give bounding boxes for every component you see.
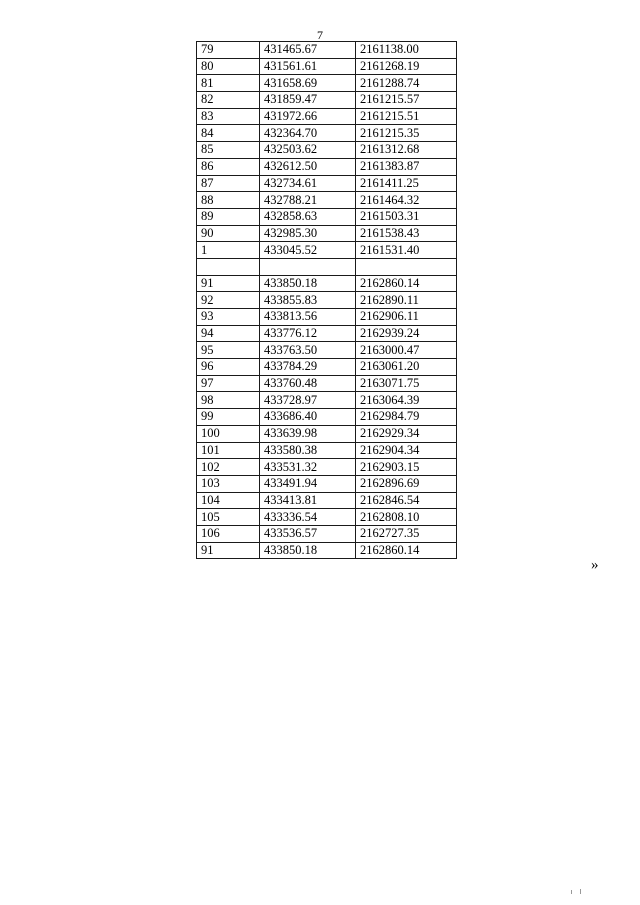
y-coordinate-cell: 2162860.14 xyxy=(356,275,457,292)
table-row xyxy=(197,342,457,359)
x-coordinate-cell: 432858.63 xyxy=(260,208,356,225)
table-row xyxy=(197,325,457,342)
table-row xyxy=(197,258,457,275)
y-coordinate-cell: 2161383.87 xyxy=(356,158,457,175)
x-coordinate-cell: 432612.50 xyxy=(260,158,356,175)
y-coordinate-cell: 2161215.35 xyxy=(356,125,457,142)
x-coordinate-cell: 433855.83 xyxy=(260,292,356,309)
point-number-cell: 91 xyxy=(197,275,260,292)
table-row xyxy=(197,175,457,192)
point-number-cell: 84 xyxy=(197,125,260,142)
y-coordinate-cell: 2161312.68 xyxy=(356,142,457,159)
point-number-cell: 90 xyxy=(197,225,260,242)
y-coordinate-cell: 2161138.00 xyxy=(356,42,457,59)
x-coordinate-cell: 432985.30 xyxy=(260,225,356,242)
table-row xyxy=(197,525,457,542)
y-coordinate-cell: 2163061.20 xyxy=(356,359,457,376)
x-coordinate-cell: 431658.69 xyxy=(260,75,356,92)
x-coordinate-cell: 433813.56 xyxy=(260,309,356,326)
y-coordinate-cell: 2161288.74 xyxy=(356,75,457,92)
y-coordinate-cell: 2162903.15 xyxy=(356,459,457,476)
table-row xyxy=(197,108,457,125)
x-coordinate-cell xyxy=(260,258,356,275)
table-row xyxy=(197,42,457,59)
point-number-cell: 81 xyxy=(197,75,260,92)
point-number-cell: 91 xyxy=(197,542,260,559)
point-number-cell: 88 xyxy=(197,192,260,209)
x-coordinate-cell: 433760.48 xyxy=(260,375,356,392)
table-row xyxy=(197,158,457,175)
y-coordinate-cell: 2162906.11 xyxy=(356,309,457,326)
y-coordinate-cell: 2161464.32 xyxy=(356,192,457,209)
table-row xyxy=(197,442,457,459)
x-coordinate-cell: 433413.81 xyxy=(260,492,356,509)
x-coordinate-cell: 433531.32 xyxy=(260,459,356,476)
point-number-cell: 85 xyxy=(197,142,260,159)
point-number-cell: 101 xyxy=(197,442,260,459)
coordinates-table xyxy=(196,41,457,559)
point-number-cell: 97 xyxy=(197,375,260,392)
x-coordinate-cell: 432734.61 xyxy=(260,175,356,192)
table-row xyxy=(197,459,457,476)
scan-speck xyxy=(580,889,581,894)
table-row xyxy=(197,475,457,492)
point-number-cell: 106 xyxy=(197,525,260,542)
x-coordinate-cell: 433763.50 xyxy=(260,342,356,359)
y-coordinate-cell: 2163064.39 xyxy=(356,392,457,409)
point-number-cell: 87 xyxy=(197,175,260,192)
table-row xyxy=(197,509,457,526)
x-coordinate-cell: 432364.70 xyxy=(260,125,356,142)
table-row xyxy=(197,75,457,92)
table-row xyxy=(197,409,457,426)
y-coordinate-cell: 2162808.10 xyxy=(356,509,457,526)
point-number-cell: 82 xyxy=(197,92,260,109)
y-coordinate-cell: 2161215.51 xyxy=(356,108,457,125)
table-row xyxy=(197,125,457,142)
x-coordinate-cell: 432503.62 xyxy=(260,142,356,159)
x-coordinate-cell: 433784.29 xyxy=(260,359,356,376)
point-number-cell: 1 xyxy=(197,242,260,259)
x-coordinate-cell: 433850.18 xyxy=(260,275,356,292)
y-coordinate-cell: 2162896.69 xyxy=(356,475,457,492)
table-row xyxy=(197,425,457,442)
point-number-cell: 104 xyxy=(197,492,260,509)
x-coordinate-cell: 433536.57 xyxy=(260,525,356,542)
x-coordinate-cell: 433639.98 xyxy=(260,425,356,442)
table-row xyxy=(197,359,457,376)
x-coordinate-cell: 433491.94 xyxy=(260,475,356,492)
y-coordinate-cell: 2161215.57 xyxy=(356,92,457,109)
x-coordinate-cell: 433045.52 xyxy=(260,242,356,259)
point-number-cell xyxy=(197,258,260,275)
table-row xyxy=(197,142,457,159)
point-number-cell: 80 xyxy=(197,58,260,75)
y-coordinate-cell: 2162860.14 xyxy=(356,542,457,559)
point-number-cell: 105 xyxy=(197,509,260,526)
table-row xyxy=(197,375,457,392)
point-number-cell: 100 xyxy=(197,425,260,442)
x-coordinate-cell: 433336.54 xyxy=(260,509,356,526)
point-number-cell: 79 xyxy=(197,42,260,59)
table-row xyxy=(197,492,457,509)
point-number-cell: 83 xyxy=(197,108,260,125)
x-coordinate-cell: 433776.12 xyxy=(260,325,356,342)
y-coordinate-cell: 2161268.19 xyxy=(356,58,457,75)
y-coordinate-cell: 2161531.40 xyxy=(356,242,457,259)
point-number-cell: 95 xyxy=(197,342,260,359)
table-row xyxy=(197,58,457,75)
x-coordinate-cell: 433580.38 xyxy=(260,442,356,459)
point-number-cell: 93 xyxy=(197,309,260,326)
table-row xyxy=(197,225,457,242)
table-row xyxy=(197,92,457,109)
y-coordinate-cell: 2162939.24 xyxy=(356,325,457,342)
x-coordinate-cell: 431465.67 xyxy=(260,42,356,59)
table-row xyxy=(197,242,457,259)
coordinates-table-body xyxy=(197,42,457,559)
point-number-cell: 96 xyxy=(197,359,260,376)
y-coordinate-cell: 2162904.34 xyxy=(356,442,457,459)
scan-speck xyxy=(571,890,572,894)
table-row xyxy=(197,208,457,225)
y-coordinate-cell: 2162727.35 xyxy=(356,525,457,542)
y-coordinate-cell: 2161503.31 xyxy=(356,208,457,225)
y-coordinate-cell: 2162984.79 xyxy=(356,409,457,426)
point-number-cell: 89 xyxy=(197,208,260,225)
table-row xyxy=(197,275,457,292)
x-coordinate-cell: 433850.18 xyxy=(260,542,356,559)
page-number: 7 xyxy=(317,28,323,42)
y-coordinate-cell: 2161411.25 xyxy=(356,175,457,192)
table-row xyxy=(197,542,457,559)
y-coordinate-cell xyxy=(356,258,457,275)
point-number-cell: 92 xyxy=(197,292,260,309)
y-coordinate-cell: 2162890.11 xyxy=(356,292,457,309)
table-row xyxy=(197,309,457,326)
x-coordinate-cell: 433728.97 xyxy=(260,392,356,409)
y-coordinate-cell: 2161538.43 xyxy=(356,225,457,242)
point-number-cell: 102 xyxy=(197,459,260,476)
point-number-cell: 98 xyxy=(197,392,260,409)
table-row xyxy=(197,292,457,309)
x-coordinate-cell: 432788.21 xyxy=(260,192,356,209)
table-row xyxy=(197,192,457,209)
x-coordinate-cell: 433686.40 xyxy=(260,409,356,426)
point-number-cell: 103 xyxy=(197,475,260,492)
x-coordinate-cell: 431561.61 xyxy=(260,58,356,75)
closing-quote-mark: » xyxy=(591,557,599,573)
point-number-cell: 94 xyxy=(197,325,260,342)
point-number-cell: 99 xyxy=(197,409,260,426)
y-coordinate-cell: 2162929.34 xyxy=(356,425,457,442)
point-number-cell: 86 xyxy=(197,158,260,175)
x-coordinate-cell: 431859.47 xyxy=(260,92,356,109)
x-coordinate-cell: 431972.66 xyxy=(260,108,356,125)
y-coordinate-cell: 2163000.47 xyxy=(356,342,457,359)
y-coordinate-cell: 2163071.75 xyxy=(356,375,457,392)
table-row xyxy=(197,392,457,409)
y-coordinate-cell: 2162846.54 xyxy=(356,492,457,509)
